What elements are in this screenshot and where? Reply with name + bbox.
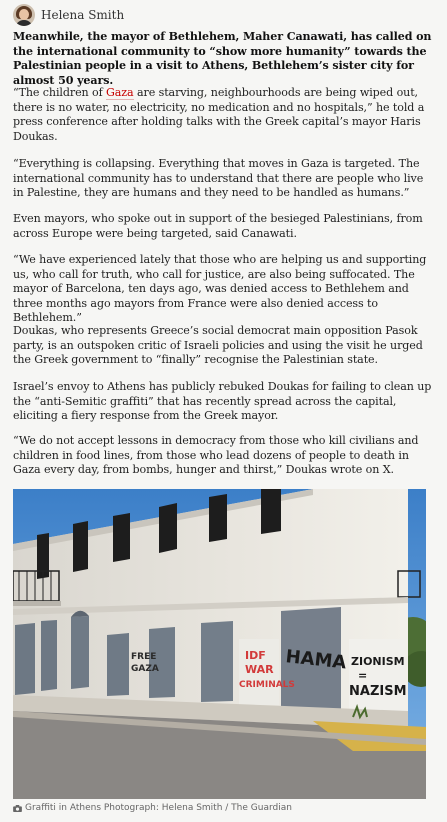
graffiti-free: FREE — [131, 652, 157, 662]
paragraph-3: Even mayors, who spoke out in support of the besieged Palestinians, from across Europe were being targeted, said Canawati. — [13, 212, 423, 240]
paragraph-5: Doukas, who represents Greece’s social democrat main opposition Pasok party, is an outspoken critic of Israeli policies and using the visit he urged the Greek government to “finally” recognise the Palestinian state. — [13, 324, 423, 367]
paragraph-6: Israel’s envoy to Athens has publicly rebuked Doukas for failing to clean up the “anti-Semitic graffiti” that has recently spread across the capital, eliciting a fiery response from the Greek mayor. — [13, 380, 432, 423]
paragraph-2: “Everything is collapsing. Everything that moves in Gaza is targeted. The international community has to understand that there are people who live in Palestine, they are humans and they need to be handled as humans.” — [13, 157, 424, 200]
photo-caption — [13, 803, 292, 813]
gaza-link[interactable]: Gaza — [106, 86, 134, 99]
graffiti-nazism: NAZISM — [349, 684, 407, 699]
paragraph-4: “We have experienced lately that those who are helping us and supporting us, who call for truth, who call for justice, are also being suffocated. The mayor of Barcelona, ten days ago, was denied access to Bethlehem and three months ago mayors from France were also denied access to Bethlehem.” — [13, 253, 427, 325]
author-name[interactable]: Helena Smith — [41, 8, 125, 22]
author-byline[interactable] — [13, 3, 124, 27]
lead-paragraph: Meanwhile, the mayor of Bethlehem, Maher Canawati, has called on the international community to “show more humanity” towards the Palestinian people in a visit to Athens, Bethlehem’s sister city for almost 50 years. — [13, 30, 432, 87]
graffiti-photo[interactable] — [13, 489, 426, 799]
photo-illustration — [13, 489, 426, 799]
paragraph-1: “The children of Gaza are starving, neighbourhoods are being wiped out, there is no water, no electricity, no medication and no hospitals,” he told a press conference after holding talks with the Greek capital’s mayor Haris Doukas. — [13, 86, 425, 143]
camera-icon — [13, 805, 22, 812]
graffiti-hamas: HAMA — [284, 646, 348, 674]
graffiti-war: WAR — [245, 663, 274, 676]
graffiti-zionism: ZIONISM — [351, 655, 405, 668]
graffiti-idf: IDF — [245, 649, 266, 662]
graffiti-equals: = — [358, 669, 368, 682]
author-avatar — [13, 4, 35, 26]
paragraph-7: “We do not accept lessons in democracy from those who kill civilians and children in food lines, from those who lead dozens of people to death in Gaza every day, from bombs, hunger and thirst,” Doukas wrote on X. — [13, 434, 419, 477]
graffiti-gaza: GAZA — [131, 664, 159, 674]
graffiti-criminals: CRIMINALS — [239, 680, 295, 690]
caption-text: Graffiti in Athens Photograph: Helena Smith / The Guardian — [25, 803, 292, 813]
